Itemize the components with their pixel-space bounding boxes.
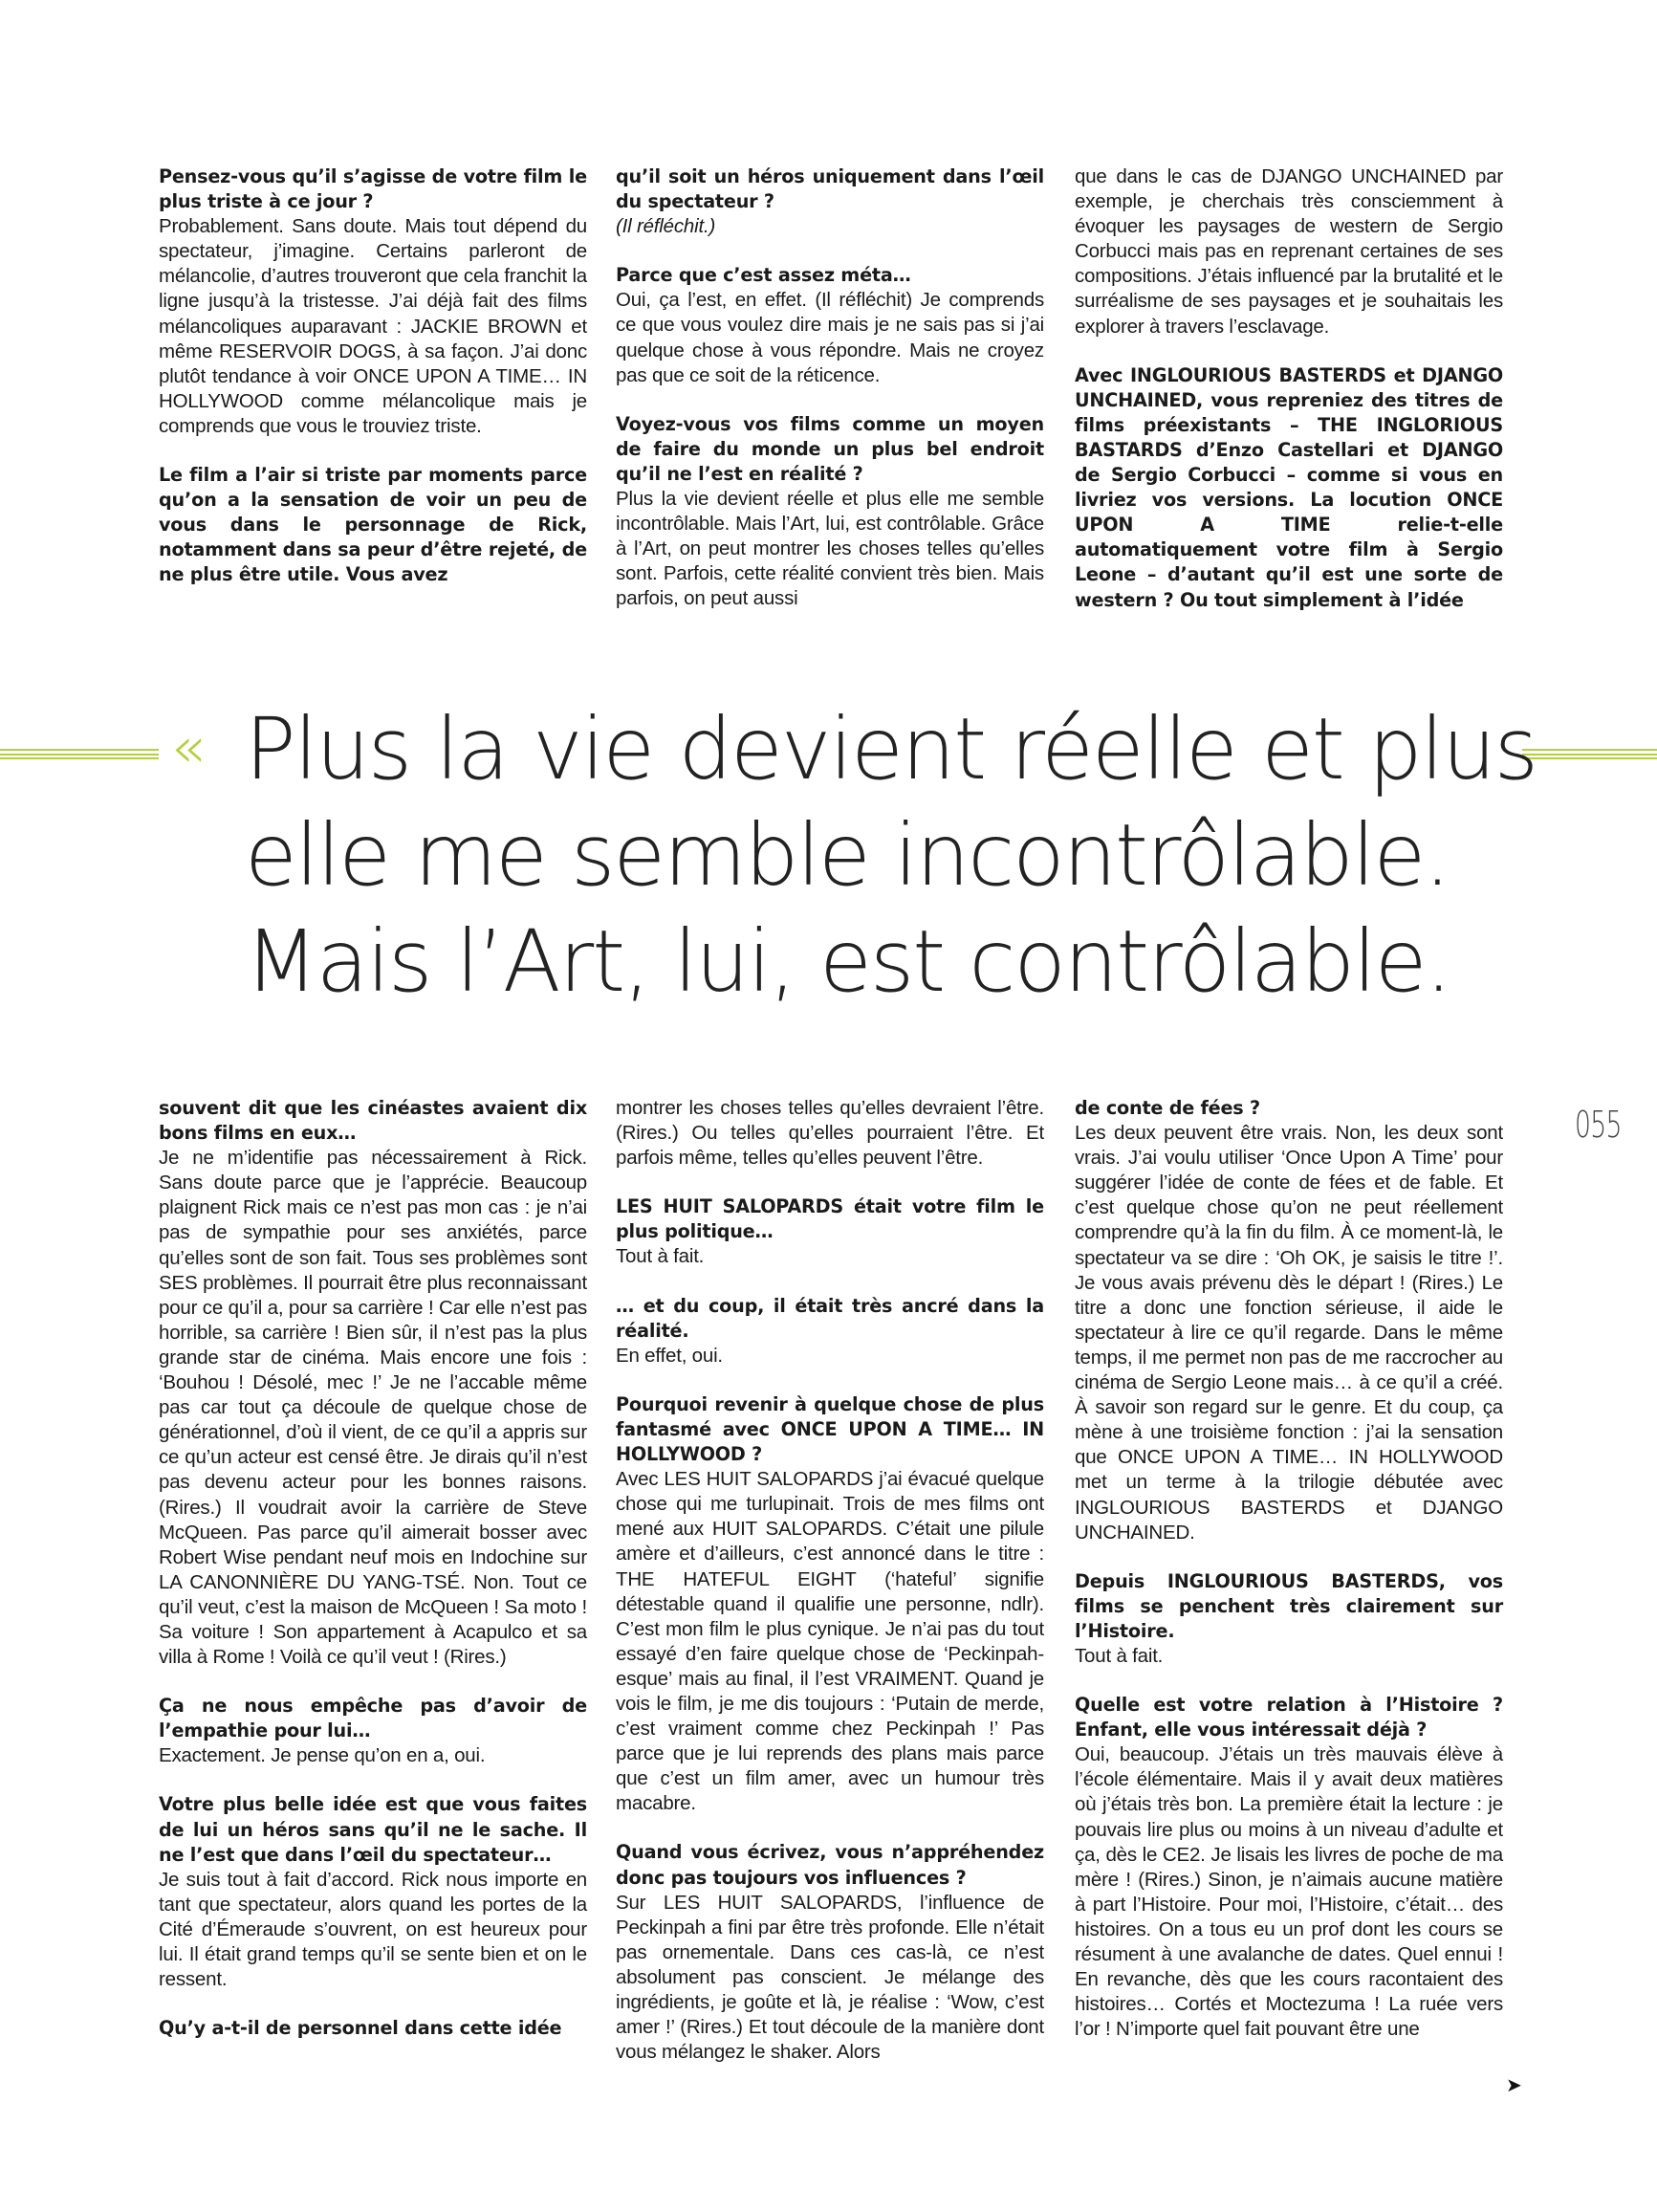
question: Avec INGLOURIOUS BASTERDS et DJANGO UNCHAINED, vous repreniez des titres de films préexistants – THE INGLORIOUS BASTARDS d’Enzo Castellari et DJANGO de Sergio Corbucci – comme si vous en livriez vos versions. La locution ONCE UPON A TIME relie-t-elle automatiquement votre film à Sergio Leone – d’autant qu’il est une sorte de western ? Ou tout simplement à l’idée	[1075, 363, 1503, 611]
decorative-rule-right	[1522, 749, 1657, 759]
question: souvent dit que les cinéastes avaient dix bons films en eux…	[159, 1097, 587, 1145]
qa-block	[159, 164, 587, 439]
bottom-column-1	[159, 1096, 587, 2041]
answer: Plus la vie devient réelle et plus elle me semble incontrôlable. Mais l’Art, lui, est contrôlable. Grâce à l’Art, on peut montrer les choses telles qu’elles sont. Parfois, cette réalité convient très bien. Mais parfois, on peut aussi	[616, 488, 1044, 610]
question: Depuis INGLOURIOUS BASTERDS, vos films se penchent très clairement sur l’Histoire.	[1075, 1569, 1503, 1642]
question: Ça ne nous empêche pas d’avoir de l’empathie pour lui…	[159, 1695, 587, 1742]
question: Pourquoi revenir à quelque chose de plus fantasmé avec ONCE UPON A TIME… IN HOLLYWOOD ?	[616, 1392, 1044, 1466]
pull-quote-line: elle me semble incontrôlable.	[245, 805, 1450, 905]
top-column-3	[1075, 164, 1503, 613]
question: de conte de fées ?	[1075, 1097, 1260, 1119]
page-number: 055	[1575, 1104, 1622, 1146]
question: Voyez-vous vos films comme un moyen de faire du monde un plus bel endroit qu’il ne l’est en réalité ?	[616, 412, 1044, 485]
question: LES HUIT SALOPARDS était votre film le plus politique…	[616, 1195, 1044, 1243]
qa-block	[616, 1294, 1044, 1369]
answer: Tout à fait.	[1075, 1644, 1164, 1667]
qa-block	[1075, 1096, 1503, 1545]
answer: Sur LES HUIT SALOPARDS, l’influence de Peckinpah a fini par être très profonde. Elle n’était pas ornementale. Dans ces cas-là, ce n’est absolument pas conscient. Je mélange des ingrédients, je goûte et là, je réalise : ‘Wow, c’est amer !’ (Rires.) Et tout découle de la manière dont vous mélangez le shaker. Alors	[616, 1891, 1044, 2064]
answer: Exactement. Je pense qu’on en a, oui.	[159, 1744, 486, 1767]
top-column-2	[616, 164, 1044, 612]
question: Le film a l’air si triste par moments parce qu’on a la sensation de voir un peu de vous dans le personnage de Rick, notamment dans sa peur d’être rejeté, de ne plus être utile. Vous avez	[159, 464, 587, 586]
qa-block	[616, 263, 1044, 387]
qa-block	[159, 1792, 587, 1992]
qa-block	[1075, 1693, 1503, 2042]
question: Votre plus belle idée est que vous faites de lui un héros sans qu’il ne le sache. Il ne l’est que dans l’œil du spectateur…	[159, 1793, 587, 1866]
bottom-column-2	[616, 1096, 1044, 2065]
qa-block	[1075, 1569, 1503, 1669]
question: Quand vous écrivez, vous n’appréhendez donc pas toujours vos influences ?	[616, 1841, 1044, 1889]
qa-block	[616, 1840, 1044, 2065]
question: Qu’y a-t-il de personnel dans cette idée	[159, 2017, 562, 2040]
question: Quelle est votre relation à l’Histoire ? Enfant, elle vous intéressait déjà ?	[1075, 1694, 1503, 1741]
answer: Probablement. Sans doute. Mais tout dépend du spectateur, j’imagine. Certains parleront de mélancolie, d’autres trouveront que cela franchit la ligne jusqu’à la tristesse. J’ai déjà fait des films mélancoliques auparavant : JACKIE BROWN et même RESERVOIR DOGS, à sa façon. J’ai donc plutôt tendance à voir ONCE UPON A TIME… IN HOLLYWOOD comme mélancolique mais je comprends que vous le trouviez triste.	[159, 215, 587, 437]
answer: Avec LES HUIT SALOPARDS j’ai évacué quelque chose qui me turlupinait. Trois de mes films ont mené aux HUIT SALOPARDS. C’était une pilule amère et d’ailleurs, c’est annoncé dans le titre : THE HATEFUL EIGHT (‘hateful’ signifie détestable quand il qualifie une personne, ndlr). C’est mon film le plus cynique. Je n’ai pas du tout essayé d’en faire quelque chose de ‘Peckinpah-esque’ mais au final, il l’est VRAIMENT. Quand je vois le film, je me dis toujours : ‘Putain de merde, c’est vraiment comme chez Peckinpah !’ Pas parce que je lui reprends des plans mais parce que c’est un film amer, avec un humour très macabre.	[616, 1468, 1044, 1815]
answer: que dans le cas de DJANGO UNCHAINED par exemple, je cherchais très consciemment à évoquer les paysages de western de Sergio Corbucci mais pas en reprenant certaines de ses compositions. J’étais influencé par la brutalité et le surréalisme de ses paysages et je souhaitais les explorer à travers l’esclavage.	[1075, 165, 1503, 338]
qa-block	[616, 164, 1044, 239]
answer: montrer les choses telles qu’elles devraient l’être. (Rires.) Ou telles qu’elles pourraient l’être. Et parfois même, telles qu’elles peuvent l’être.	[616, 1097, 1044, 1170]
answer: Oui, beaucoup. J’étais un très mauvais élève à l’école élémentaire. Mais il y avait deux matières où j’étais très bon. La première était la lecture : je pouvais lire plus ou moins à un niveau d’adulte et ça, dès le CE2. Je lisais les livres de poche de ma mère ! (Rires.) Sinon, je n’aimais aucune matière à part l’Histoire. Pour moi, l’Histoire, c’était… des histoires. On a tous eu un prof dont les cours se résument à une avalanche de dates. Quel ennui ! En revanche, dès que les cours racontaient des histoires… Cortés et Moctezuma ! La ruée vers l’or ! N’importe quel fait pouvant être une	[1075, 1743, 1503, 2041]
question: qu’il soit un héros uniquement dans l’œil du spectateur ?	[616, 165, 1044, 213]
qa-block	[159, 463, 587, 587]
qa-block	[159, 2016, 587, 2041]
top-column-1	[159, 164, 587, 588]
answer: En effet, oui.	[616, 1344, 723, 1367]
continue-arrow-icon: ➤	[1506, 2073, 1522, 2096]
pull-quote-line: Plus la vie devient réelle et plus	[245, 699, 1537, 799]
qa-block	[159, 1694, 587, 1768]
qa-block	[1075, 363, 1503, 613]
question: … et du coup, il était très ancré dans la réalité.	[616, 1294, 1044, 1342]
decorative-rule-left	[0, 749, 159, 759]
answer: Je ne m’identifie pas nécessairement à Rick. Sans doute parce que je l’apprécie. Beaucoup plaignent Rick mais ce n’est pas mon cas : je n’ai pas de sympathie pour ses anxiétés, parce qu’elles sont de son fait. Tous ses problèmes sont SES problèmes. Il pourrait être plus reconnaissant pour ce qu’il a, pour sa carrière ! Car elle n’est pas horrible, sa carrière ! Bien sûr, il n’est pas la plus grande star de cinéma. Mais encore une fois : ‘Bouhou ! Désolé, mec !’ Je ne l’accable même pas car tout ça découle de quelque chose de générationnel, d’où il vient, de ce qu’il a appris sur ce qu’un acteur est censé être. Je dirais qu’il n’est pas devenu acteur pour les bonnes raisons. (Rires.) Il voudrait avoir la carrière de Steve McQueen. Pas parce qu’il aimerait bosser avec Robert Wise pendant neuf mois en Indochine sur LA CANONNIÈRE DU YANG-TSÉ. Non. Tout ce qu’il veut, c’est la maison de McQueen ! Sa moto ! Sa voiture ! Son appartement à Acapulco et sa villa à Rome ! Voilà ce qu’il veut ! (Rires.)	[159, 1147, 587, 1669]
qa-block	[159, 1096, 587, 1670]
pull-quote	[245, 696, 1537, 1015]
question: Parce que c’est assez méta…	[616, 264, 911, 287]
answer: (Il réfléchit.)	[616, 215, 716, 238]
pull-quote-line: Mais l’Art, lui, est contrôlable.	[245, 911, 1450, 1011]
bottom-column-3	[1075, 1096, 1503, 2042]
qa-block	[616, 1194, 1044, 1269]
answer: Oui, ça l’est, en effet. (Il réfléchit) Je comprends ce que vous voulez dire mais je ne sais pas si j’ai quelque chose à vous répondre. Mais ne croyez pas que ce soit de la réticence.	[616, 289, 1044, 386]
qa-block	[616, 1392, 1044, 1817]
question: Pensez-vous qu’il s’agisse de votre film le plus triste à ce jour ?	[159, 165, 587, 213]
qa-block	[616, 412, 1044, 612]
answer: Tout à fait.	[616, 1245, 705, 1268]
answer: Je suis tout à fait d’accord. Rick nous importe en tant que spectateur, alors quand les portes de la Cité d’Émeraude s’ouvrent, on est heureux pour lui. Il était grand temps qu’il se sente bien et on le ressent.	[159, 1868, 587, 1991]
answer: Les deux peuvent être vrais. Non, les deux sont vrais. J’ai voulu utiliser ‘Once Upon A Time’ pour suggérer l’idée de conte de fées et de fable. Et c’est quelque chose qu’on ne peut réellement comprendre qu’à la fin du film. À ce moment-là, le spectateur va se dire : ‘Oh OK, je saisis le titre !’. Je vous avais prévenu dès le départ ! (Rires.) Le titre a donc une fonction sérieuse, il aide le spectateur à lire ce qu’il regarde. Dans le même temps, il me permet non pas de me raccrocher au cinéma de Sergio Leone mais… à ce qu’il a créé. À savoir son regard sur le genre. Et du coup, ça mène à une troisième fonction : j’ai la sensation que ONCE UPON A TIME… IN HOLLYWOOD met un terme à la trilogie débutée avec INGLOURIOUS BASTERDS et DJANGO UNCHAINED.	[1075, 1122, 1503, 1544]
quote-mark-icon: «	[170, 714, 206, 781]
qa-block	[1075, 164, 1503, 339]
qa-block	[616, 1096, 1044, 1171]
